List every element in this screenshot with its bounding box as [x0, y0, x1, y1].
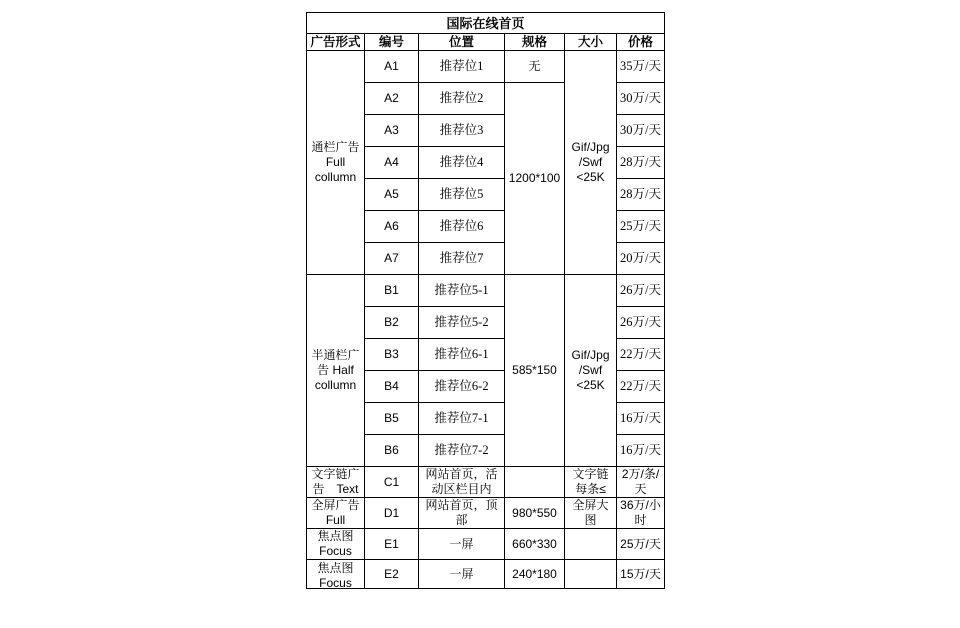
c1-position-line: 网站首页，活: [425, 467, 498, 481]
group-b-form-line: 半通栏广: [311, 348, 360, 362]
ad-price: 30万/天: [617, 115, 665, 147]
header-price: 价格: [617, 34, 665, 51]
ad-position: 推荐位5: [419, 179, 505, 211]
group-a-form-line: Full: [325, 155, 346, 169]
ad-spec: 660*330: [505, 529, 565, 560]
ad-price: 25万/天: [617, 529, 665, 560]
ad-position: 推荐位6-1: [419, 339, 505, 371]
header-row: [307, 34, 665, 51]
ad-spec: [505, 467, 565, 498]
c1-size-line: 每条≤: [575, 482, 606, 496]
c1-position: [419, 467, 505, 498]
ad-id: A1: [365, 51, 419, 83]
c1-form: [307, 467, 365, 498]
ad-id: A6: [365, 211, 419, 243]
ad-price: 26万/天: [617, 275, 665, 307]
ad-id: B2: [365, 307, 419, 339]
d1-price-line: 36万/小: [620, 498, 661, 512]
ad-position: 推荐位5-1: [419, 275, 505, 307]
header-size: 大小: [565, 34, 617, 51]
ad-id: A3: [365, 115, 419, 147]
ad-position: 一屏: [419, 529, 505, 560]
ad-position: 推荐位5-2: [419, 307, 505, 339]
ad-price: 26万/天: [617, 307, 665, 339]
header-position: 位置: [419, 34, 505, 51]
ad-price: 16万/天: [617, 435, 665, 467]
ad-position: 一屏: [419, 560, 505, 589]
header-spec: 规格: [505, 34, 565, 51]
e1-form-line: Focus: [319, 544, 352, 558]
ad-price: 28万/天: [617, 147, 665, 179]
e1-form: [307, 529, 365, 560]
d1-form: [307, 498, 365, 529]
d1-position-line: 网站首页，顶: [425, 498, 498, 512]
ad-position: 推荐位4: [419, 147, 505, 179]
table-row: [307, 529, 665, 560]
ad-id: B6: [365, 435, 419, 467]
c1-size: [565, 467, 617, 498]
ad-id: E1: [365, 529, 419, 560]
ad-id: B5: [365, 403, 419, 435]
group-a-form: [307, 51, 365, 275]
d1-size: [565, 498, 617, 529]
d1-size-line: 全屏大: [572, 498, 609, 512]
group-a-size-line: Gif/Jpg: [571, 140, 610, 154]
d1-form-line: 全屏广告: [311, 498, 360, 512]
ad-position: 推荐位6-2: [419, 371, 505, 403]
d1-price-line: 时: [634, 513, 647, 527]
ad-price: 30万/天: [617, 83, 665, 115]
ad-id: A2: [365, 83, 419, 115]
c1-form-line: 文字链广: [311, 467, 360, 481]
ad-size: [565, 529, 617, 560]
ad-spec: 无: [505, 51, 565, 83]
group-b-form-line: 告 Half: [317, 363, 354, 377]
ad-position: 推荐位1: [419, 51, 505, 83]
table-row: [307, 51, 665, 83]
c1-price-line: 2万/条/: [621, 467, 660, 481]
e1-form-line: 焦点图: [317, 529, 354, 543]
e2-form-line: Focus: [319, 576, 352, 588]
ad-id: C1: [365, 467, 419, 498]
group-a-form-line: collumn: [314, 170, 357, 184]
ad-id: B3: [365, 339, 419, 371]
ad-price-table: [306, 12, 665, 589]
ad-id: E2: [365, 560, 419, 589]
group-b-size: [565, 275, 617, 467]
c1-position-line: 动区栏目内: [431, 482, 492, 496]
d1-size-line: 图: [584, 513, 597, 527]
group-b-form: [307, 275, 365, 467]
table-title: 国际在线首页: [307, 13, 665, 34]
group-b-size-line: <25K: [576, 378, 605, 392]
ad-id: B4: [365, 371, 419, 403]
ad-position: 推荐位7: [419, 243, 505, 275]
group-a-spec: 1200*100: [505, 83, 565, 275]
table-row: [307, 498, 665, 529]
group-b-form-line: collumn: [314, 378, 357, 392]
table-row: [307, 275, 665, 307]
ad-position: 推荐位2: [419, 83, 505, 115]
ad-price-sheet: [306, 12, 665, 589]
ad-id: D1: [365, 498, 419, 529]
ad-price: 15万/天: [617, 560, 665, 589]
ad-position: 推荐位7-2: [419, 435, 505, 467]
title-row: [307, 13, 665, 34]
header-form: 广告形式: [307, 34, 365, 51]
ad-id: B1: [365, 275, 419, 307]
ad-position: 推荐位3: [419, 115, 505, 147]
header-id: 编号: [365, 34, 419, 51]
d1-position-line: 部: [455, 513, 468, 527]
ad-position: 推荐位6: [419, 211, 505, 243]
e2-form: [307, 560, 365, 589]
ad-price: 22万/天: [617, 339, 665, 371]
ad-price: 28万/天: [617, 179, 665, 211]
table-row: [307, 560, 665, 589]
ad-position: 推荐位7-1: [419, 403, 505, 435]
ad-id: A4: [365, 147, 419, 179]
ad-price: 22万/天: [617, 371, 665, 403]
c1-price: [617, 467, 665, 498]
ad-size: [565, 560, 617, 589]
ad-price: 35万/天: [617, 51, 665, 83]
c1-size-line: 文字链: [572, 467, 609, 481]
table-row: [307, 467, 665, 498]
group-a-size-line: /Swf: [578, 155, 603, 169]
ad-spec: 240*180: [505, 560, 565, 589]
group-b-size-line: /Swf: [578, 363, 603, 377]
group-a-form-line: 通栏广告: [311, 140, 360, 154]
group-a-size-line: <25K: [576, 170, 605, 184]
ad-spec: 980*550: [505, 498, 565, 529]
group-a-size: [565, 51, 617, 275]
ad-price: 16万/天: [617, 403, 665, 435]
ad-id: A7: [365, 243, 419, 275]
ad-price: 25万/天: [617, 211, 665, 243]
d1-price: [617, 498, 665, 529]
e2-form-line: 焦点图: [317, 561, 354, 575]
ad-id: A5: [365, 179, 419, 211]
d1-position: [419, 498, 505, 529]
c1-price-line: 天: [634, 482, 647, 496]
group-b-size-line: Gif/Jpg: [571, 348, 610, 362]
d1-form-line: Full: [325, 513, 346, 527]
group-b-spec: 585*150: [505, 275, 565, 467]
c1-form-line: 告 Text: [312, 482, 359, 496]
ad-price: 20万/天: [617, 243, 665, 275]
